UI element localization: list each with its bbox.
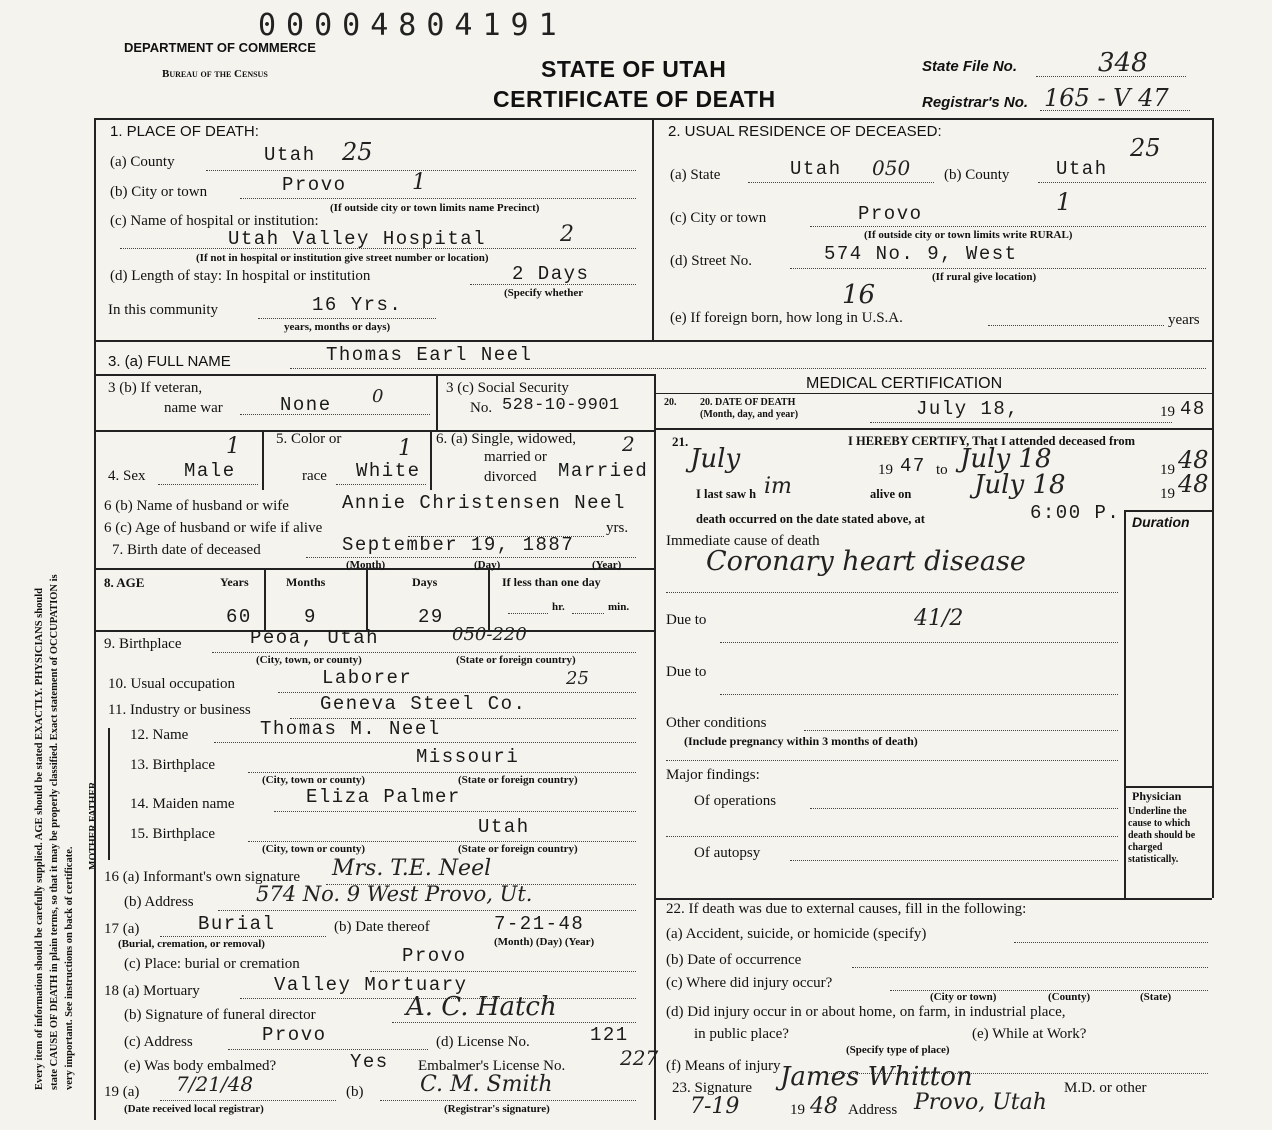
external-b-label: (b) Date of occurrence (666, 952, 802, 968)
age-hr-line (508, 613, 548, 614)
department-label: DEPARTMENT OF COMMERCE (124, 40, 316, 55)
registrar-sig: C. M. Smith (420, 1072, 553, 1097)
age-div-1 (264, 568, 266, 630)
res-state-value: Utah (790, 158, 842, 180)
race-line (336, 484, 426, 485)
row-divider-2 (94, 374, 654, 376)
registrar-sig-note: (Registrar's signature) (444, 1103, 550, 1115)
informant-sig: Mrs. T.E. Neel (332, 856, 492, 881)
res-foreign-line (988, 325, 1164, 326)
veteran-code: 0 (372, 386, 384, 407)
certify-from-year-prefix: 19 (878, 462, 893, 478)
filed-value: 7/21/48 (176, 1072, 254, 1096)
registrar-no-value: 165 - V 47 (1044, 84, 1169, 112)
birthplace-value: Peoa, Utah (250, 627, 380, 649)
center-divider (652, 118, 654, 340)
res-street-line (790, 268, 1206, 269)
res-foreign-value: 16 (842, 280, 876, 310)
mortuary-address-value: Provo (262, 1024, 327, 1046)
res-city-label: (c) City or town (670, 210, 767, 226)
res-state-code: 050 (872, 156, 911, 180)
res-state-line (748, 182, 934, 183)
full-name-value: Thomas Earl Neel (326, 344, 533, 366)
birth-day-note: (Day) (474, 559, 501, 571)
birth-label: 7. Birth date of deceased (112, 542, 261, 558)
md-label: M.D. or other (1064, 1080, 1147, 1096)
birthplace-code: 050-220 (452, 624, 527, 645)
external-f-label: (f) Means of injury (666, 1058, 781, 1074)
state-title: STATE OF UTAH (541, 56, 727, 82)
medical-date-note: (Month, day, and year) (700, 409, 799, 420)
mortuary-address-label: (c) Address (124, 1034, 193, 1050)
burial-place-value: Provo (402, 945, 467, 967)
father-bp-note-2: (State or foreign country) (458, 774, 578, 786)
director-label: (b) Signature of funeral director (124, 1007, 316, 1023)
ss-value: 528-10-9901 (502, 396, 620, 415)
signature-year-prefix: 19 (790, 1102, 805, 1118)
res-street-label: (d) Street No. (670, 253, 753, 269)
spouse-age-label: 6 (c) Age of husband or wife if alive (104, 520, 323, 536)
external-e-label: (e) While at Work? (972, 1026, 1087, 1042)
embalmed-label: (e) Was body embalmed? (124, 1058, 277, 1074)
birth-line (306, 557, 636, 558)
filed-label: 19 (a) (104, 1084, 140, 1100)
alive-year: 48 (1178, 470, 1209, 498)
full-name-line (290, 368, 1206, 369)
state-file-value: 348 (1098, 48, 1148, 78)
pod-city-line (240, 198, 636, 199)
veteran-value: None (280, 394, 332, 416)
external-a-label: (a) Accident, suicide, or homicide (specify) (666, 926, 927, 942)
res-city-line (810, 226, 1206, 227)
registrar-no-label: Registrar's No. (922, 94, 1029, 111)
other-label: Other conditions (666, 715, 767, 731)
due2-line (720, 694, 1118, 695)
certify-to: July 18 (960, 444, 1052, 474)
major-label: Major findings: (666, 767, 760, 783)
medical-year-value: 48 (1180, 398, 1206, 420)
pod-hospital-label: (c) Name of hospital or institution: (110, 213, 319, 229)
sex-line (158, 484, 258, 485)
age-hr-label: hr. (552, 601, 565, 613)
mother-bp-label: 15. Birthplace (130, 826, 215, 842)
alive-value: July 18 (974, 470, 1066, 500)
certificate-number: 00004804191 (258, 8, 567, 43)
father-bp-line (248, 772, 636, 773)
alive-year-prefix: 19 (1160, 486, 1175, 502)
res-county-code: 25 (1130, 134, 1161, 162)
medical-date-divider (654, 428, 1212, 430)
pod-stay-value: 2 Days (512, 263, 590, 285)
veteran-divider (436, 374, 438, 430)
due1-value: 41/2 (914, 606, 964, 631)
race-label: race (302, 468, 327, 484)
sex-divider (262, 430, 264, 490)
due2-label: Due to (666, 664, 707, 680)
frame-right (1212, 118, 1214, 898)
death-time-label: death occurred on the date stated above, at (696, 512, 925, 526)
due1-line (720, 642, 1118, 643)
director-sig: A. C. Hatch (406, 992, 557, 1022)
pod-stay-label: (d) Length of stay: In hospital or institution (110, 268, 371, 284)
pod-hospital-note: (If not in hospital or institution give street number or location) (196, 252, 489, 264)
certify-to-label: to (936, 462, 948, 478)
burial-place-label: (c) Place: burial or cremation (124, 956, 300, 972)
spouse-age-suffix: yrs. (606, 520, 629, 536)
industry-value: Geneva Steel Co. (320, 693, 527, 715)
filed-line (160, 1100, 336, 1101)
spouse-label: 6 (b) Name of husband or wife (104, 498, 289, 514)
certify-to-year-prefix: 19 (1160, 462, 1175, 478)
physician-heading: Physician (1132, 789, 1182, 803)
medical-date-line (870, 422, 1172, 423)
occupation-value: Laborer (322, 667, 413, 689)
frame-left (94, 118, 96, 1120)
external-b-line (852, 967, 1208, 968)
cause-value: Coronary heart disease (706, 546, 1026, 577)
age-days-label: Days (412, 575, 438, 589)
age-months-label: Months (286, 575, 326, 589)
race-value: White (356, 460, 421, 482)
mother-bp-line (248, 841, 636, 842)
duration-top (1124, 510, 1212, 512)
cause-line (666, 592, 1118, 593)
duration-label: Duration (1132, 514, 1190, 530)
informant-addr-line (218, 910, 636, 911)
pod-community-line (258, 318, 436, 319)
veteran-label-2: name war (164, 400, 223, 416)
autopsy-label: Of autopsy (694, 845, 761, 861)
occupation-code: 25 (566, 668, 589, 689)
duration-divider (1124, 510, 1126, 898)
signature-date: 7-19 (690, 1094, 740, 1119)
full-name-label: 3. (a) FULL NAME (108, 353, 231, 370)
age-label: 8. AGE (104, 575, 145, 590)
age-div-3 (488, 568, 490, 630)
registrar-sig-label: (b) (346, 1084, 364, 1100)
color-label: 5. Color or (276, 431, 342, 447)
birthplace-line (212, 652, 636, 653)
age-less-label: If less than one day (502, 575, 601, 589)
burial-date-label: (b) Date thereof (334, 919, 430, 935)
pod-city-label: (b) City or town (110, 184, 208, 200)
burial-label: 17 (a) (104, 921, 140, 937)
res-street-note: (If rural give location) (932, 271, 1037, 283)
autopsy-line (790, 860, 1118, 861)
signature-address: Provo, Utah (914, 1090, 1047, 1115)
medical-date-label: 20. (664, 397, 677, 408)
burial-date-note: (Month) (Day) (Year) (494, 936, 595, 948)
pod-city-code: 1 (412, 170, 426, 195)
operations-line-2 (666, 836, 1118, 837)
burial-place-line (370, 971, 636, 972)
row-divider-1 (94, 340, 1212, 342)
pod-hospital-value: Utah Valley Hospital (228, 228, 487, 250)
marital-value: Married (558, 460, 649, 482)
external-a-line (1014, 942, 1208, 943)
birthplace-note-2: (State or foreign country) (456, 654, 576, 666)
father-name-value: Thomas M. Neel (260, 718, 441, 740)
race-divider (430, 430, 432, 490)
age-years-label: Years (220, 575, 249, 589)
external-c-note-3: (State) (1140, 991, 1172, 1003)
father-bp-note-1: (City, town or county) (262, 774, 366, 786)
pod-hospital-code: 2 (560, 222, 574, 247)
physician-signature: James Whitton (780, 1062, 973, 1092)
mother-bp-note-1: (City, town or county) (262, 843, 366, 855)
res-street-value: 574 No. 9, West (824, 243, 1018, 265)
res-foreign-suffix: years (1168, 312, 1200, 328)
age-days-value: 29 (418, 606, 444, 628)
veteran-line (240, 414, 430, 415)
license-label: (d) License No. (436, 1034, 530, 1050)
external-d-label-1: (d) Did injury occur in or about home, on farm, in industrial place, (666, 1004, 1066, 1020)
parents-box-left (108, 728, 110, 860)
director-line (392, 1022, 636, 1023)
external-heading: 22. If death was due to external causes, fill in the following: (666, 901, 1027, 917)
informant-addr: 574 No. 9 West Provo, Ut. (256, 882, 533, 906)
medical-year-prefix: 19 (1160, 404, 1175, 420)
birthplace-label: 9. Birthplace (104, 636, 182, 652)
embalmed-value: Yes (350, 1051, 389, 1073)
age-years-value: 60 (226, 606, 252, 628)
other-line-2 (666, 760, 1118, 761)
marital-label-1: 6. (a) Single, widowed, (436, 431, 576, 447)
industry-label: 11. Industry or business (108, 702, 251, 718)
side-instructions-1: Every item of information should be carefully supplied. AGE should be stated EXACTLY. PHYSICIANS should (34, 588, 45, 1090)
signature-address-label: Address (848, 1102, 898, 1118)
medical-date-label-text: 20. DATE OF DEATH (700, 397, 796, 408)
residence-heading: 2. USUAL RESIDENCE OF DECEASED: (668, 123, 942, 140)
mortuary-label: 18 (a) Mortuary (104, 983, 200, 999)
license-value: 121 (590, 1024, 629, 1046)
certify-to-year: 48 (1178, 446, 1209, 474)
parents-side-label: MOTHER FATHER (88, 781, 99, 870)
mortuary-value: Valley Mortuary (274, 974, 468, 996)
race-code: 1 (398, 436, 412, 461)
medical-divider (654, 374, 656, 1120)
last-saw-label: I last saw h (696, 487, 757, 501)
medical-heading: MEDICAL CERTIFICATION (806, 375, 1003, 392)
pod-community-value: 16 Yrs. (312, 294, 403, 316)
ss-label-1: 3 (c) Social Security (446, 380, 569, 396)
state-file-label: State File No. (922, 58, 1018, 75)
registrar-sig-line (380, 1100, 636, 1101)
bureau-label: Bureau of the Census (162, 68, 268, 80)
father-bp-value: Missouri (416, 746, 520, 768)
pod-community-note: years, months or days) (284, 321, 391, 333)
last-saw-value: im (764, 474, 792, 499)
father-name-label: 12. Name (130, 727, 189, 743)
due1-label: Due to (666, 612, 707, 628)
mother-bp-value: Utah (478, 816, 530, 838)
other-note: (Include pregnancy within 3 months of death) (684, 734, 918, 748)
cause-label: Immediate cause of death (666, 533, 820, 549)
res-county-line (1038, 182, 1206, 183)
death-time-value: 6:00 P. (1030, 502, 1121, 524)
embalmer-label: Embalmer's License No. (418, 1058, 566, 1074)
pod-city-note: (If outside city or town limits name Precinct) (330, 202, 540, 214)
sex-label: 4. Sex (108, 468, 146, 484)
place-of-death-heading: 1. PLACE OF DEATH: (110, 123, 259, 140)
operations-label: Of operations (694, 793, 777, 809)
res-city-code: 1 (1056, 188, 1072, 216)
side-instructions-3: very important. See instructions on back of certificate. (64, 846, 75, 1090)
father-name-line (214, 742, 636, 743)
medical-heading-underline (656, 393, 1212, 394)
side-instructions-2: state CAUSE OF DEATH in plain terms, so that it may be properly classified. Exact statement of OCCUPATION is (49, 574, 60, 1090)
maiden-value: Eliza Palmer (306, 786, 461, 808)
res-city-note: (If outside city or town limits write RURAL) (864, 229, 1073, 241)
certify-text: I HEREBY CERTIFY, That I attended deceased from (848, 434, 1136, 448)
informant-sig-label: 16 (a) Informant's own signature (104, 869, 300, 885)
marital-label-2: married or (484, 449, 547, 465)
age-div-2 (366, 568, 368, 630)
external-divider (654, 898, 1212, 900)
signature-year: 48 (810, 1094, 838, 1119)
informant-addr-label: (b) Address (124, 894, 194, 910)
embalmer-value: 227 (620, 1046, 659, 1070)
pod-stay-note: (Specify whether (504, 287, 584, 299)
operations-line (810, 808, 1118, 809)
age-min-label: min. (608, 601, 630, 613)
other-line (804, 730, 1118, 731)
birth-value: September 19, 1887 (342, 534, 575, 556)
pod-county-code: 25 (342, 138, 373, 166)
burial-note: (Burial, cremation, or removal) (118, 938, 265, 950)
occupation-label: 10. Usual occupation (108, 676, 236, 692)
external-c-note-1: (City or town) (930, 991, 997, 1003)
mortuary-address-line (228, 1049, 428, 1050)
sex-value: Male (184, 460, 236, 482)
res-foreign-label: (e) If foreign born, how long in U.S.A. (670, 310, 903, 326)
certificate-title: CERTIFICATE OF DEATH (493, 86, 776, 112)
mother-bp-note-2: (State or foreign country) (458, 843, 578, 855)
alive-label: alive on (870, 487, 912, 501)
age-months-value: 9 (304, 606, 317, 628)
certify-from-year: 47 (900, 455, 926, 477)
spouse-value: Annie Christensen Neel (342, 492, 626, 514)
external-d-label-2: in public place? (694, 1026, 789, 1042)
birthplace-note-1: (City, town, or county) (256, 654, 362, 666)
pod-county-label: (a) County (110, 154, 175, 170)
res-state-label: (a) State (670, 167, 721, 183)
signature-label: 23. Signature (672, 1080, 752, 1096)
marital-label-3: divorced (484, 469, 537, 485)
birth-year-note: (Year) (592, 559, 622, 571)
father-bp-label: 13. Birthplace (130, 757, 215, 773)
pod-community-label: In this community (108, 302, 218, 318)
burial-value: Burial (198, 913, 276, 935)
medical-date-value: July 18, (916, 398, 1020, 420)
marital-code: 2 (622, 432, 635, 456)
maiden-label: 14. Maiden name (130, 796, 235, 812)
res-county-value: Utah (1056, 158, 1108, 180)
sex-code: 1 (226, 434, 240, 459)
external-c-label: (c) Where did injury occur? (666, 975, 833, 991)
pod-city-value: Provo (282, 174, 347, 196)
physician-note: Underline the cause to which death should be charged statistically. (1128, 806, 1196, 865)
ss-label-2: No. (470, 400, 493, 416)
age-min-line (572, 613, 604, 614)
burial-line (160, 936, 326, 937)
birth-month-note: (Month) (346, 559, 386, 571)
certify-from: July (690, 444, 741, 474)
external-c-note-2: (County) (1048, 991, 1091, 1003)
burial-date-value: 7-21-48 (494, 913, 585, 935)
res-city-value: Provo (858, 203, 923, 225)
maiden-line (274, 811, 636, 812)
res-county-label: (b) County (944, 167, 1010, 183)
pod-county-value: Utah (264, 144, 316, 166)
filed-note: (Date received local registrar) (124, 1103, 264, 1115)
veteran-label-1: 3 (b) If veteran, (108, 380, 203, 396)
physician-top (1124, 786, 1212, 788)
certify-number: 21. (672, 434, 689, 449)
external-d-note: (Specify type of place) (846, 1044, 950, 1056)
